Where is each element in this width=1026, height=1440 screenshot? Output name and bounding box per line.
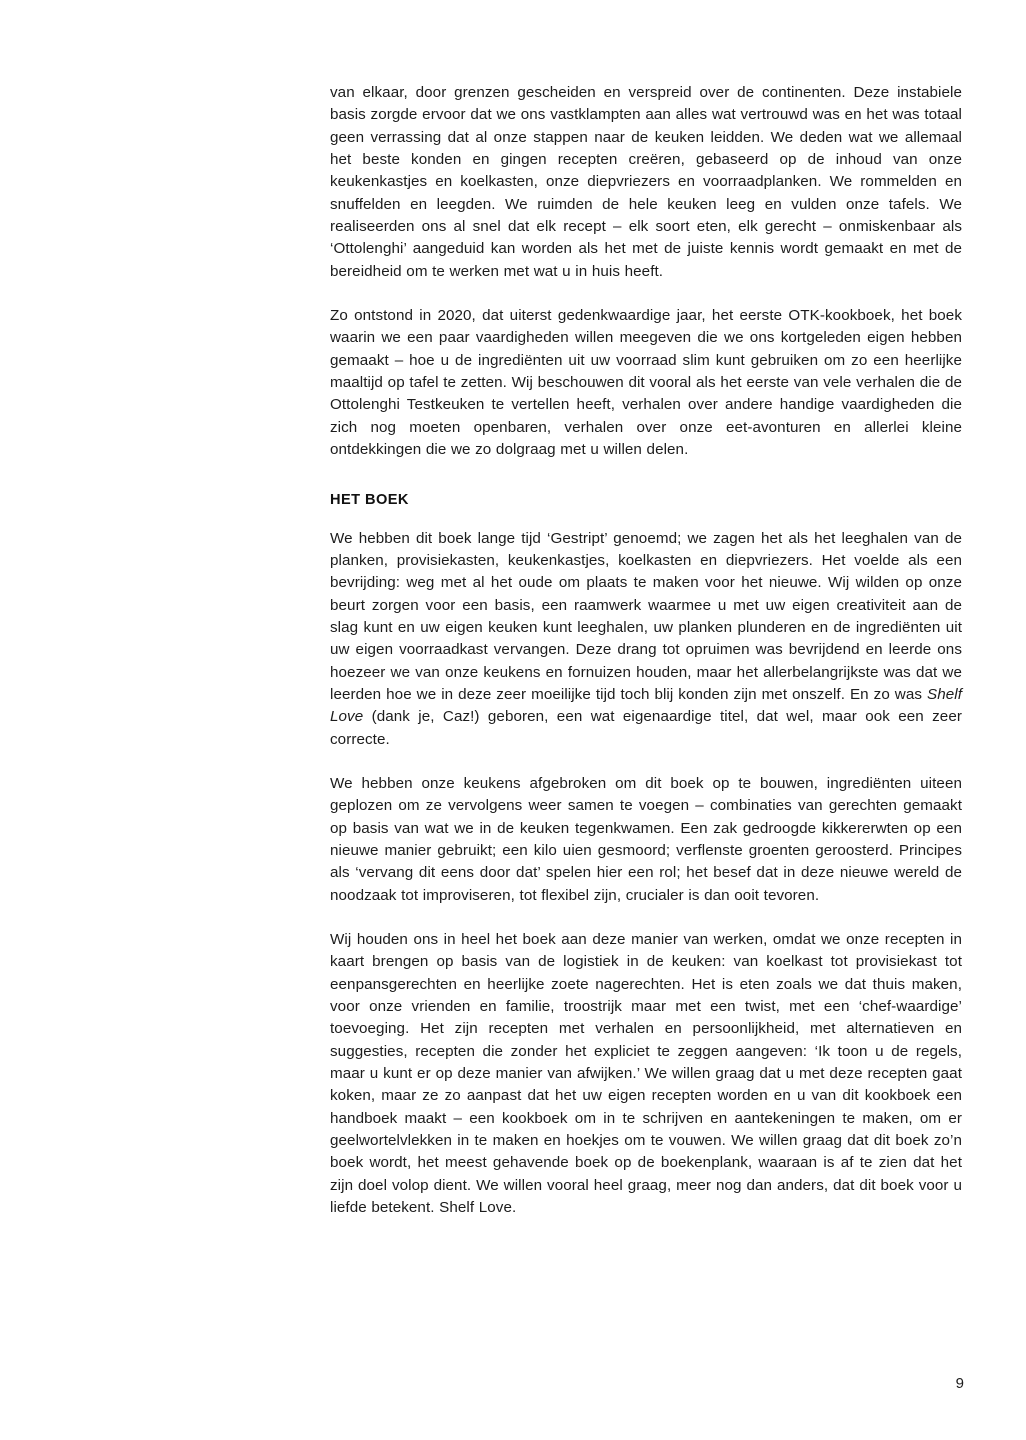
paragraph-keukens-afgebroken: We hebben onze keukens afgebroken om dit boek op te bouwen, ingrediënten uiteen geplozen om ze vervolgens weer samen te voegen – combinaties van gerechten gemaakt op basis van wat we in de keuken tegenkwamen. Een zak gedroogde kikkererwten op een nieuwe manier gebruikt; een kilo uien gesmoord; verflenste groenten geroosterd. Principes als ‘vervang dit eens door dat’ spelen hier een rol; het besef dat in deze nieuwe wereld de noodzaak tot improviseren, tot flexibel zijn, crucialer is dan ooit tevoren. — [330, 774, 962, 904]
page-text-column — [330, 82, 962, 1219]
section-heading-het-boek: HET BOEK — [330, 491, 409, 508]
paragraph-logistiek-keuken: Wij houden ons in heel het boek aan deze manier van werken, omdat we onze recepten in kaart brengen op basis van de logistiek in de keuken: van koelkast tot provisiekast tot eenpansgerechten en heerlijke zoete nagerechten. Het is eten zoals we dat thuis maken, voor onze vrienden en familie, troostrijk maar met een twist, met een ‘chef-waardige’ toevoeging. Het zijn recepten met verhalen en persoonlijkheid, met alternatieven en suggesties, recepten die zonder het expliciet te zeggen aangeven: ‘Ik toon u de regels, maar u kunt er op deze manier van afwijken.’ We willen graag dat u met deze recepten gaat koken, maar ze zo aanpast dat het uw eigen recepten worden en u van dit kookboek een handboek maakt – een kookboek om in te schrijven en aantekeningen te maken, om er geelwortelvlekken in te maken en hoekjes om te vouwen. We willen graag dat dit boek zo’n boek wordt, het meest gehavende boek op de boekenplank, waaraan is af te zien dat het zijn doel volop dient. We willen vooral heel graag, meer nog dan anders, dat dit boek voor u liefde betekent. Shelf Love. — [330, 931, 962, 1217]
paragraph-gestript — [330, 528, 962, 751]
paragraph-gestript-text-after: (dank je, Caz!) geboren, een wat eigenaardige titel, dat wel, maar ook een zeer correcte. — [330, 708, 962, 748]
book-title-shelf-love: Shelf Love — [330, 685, 962, 726]
paragraph-otk-cookbook: Zo ontstond in 2020, dat uiterst gedenkwaardige jaar, het eerste OTK-kookboek, het boek waarin we een paar vaardigheden willen meegeven die we ons kortgeleden eigen hebben gemaakt – hoe u de ingrediënten uit uw voorraad slim kunt gebruiken om zo een heerlijke maaltijd op tafel te zetten. Wij beschouwen dit vooral als het eerste van vele verhalen die de Ottolenghi Testkeuken te vertellen heeft, verhalen over andere handige vaardigheden die zich nog moeten openbaren, verhalen over onze eet-avonturen en allerlei kleine ontdekkingen die we zo dolgraag met u willen delen. — [330, 307, 962, 459]
page-number: 9 — [955, 1375, 964, 1392]
paragraph-gestript-text-before: We hebben dit boek lange tijd ‘Gestript’ genoemd; we zagen het als het leeghalen van de planken, provisiekasten, keukenkastjes, koelkasten en diepvriezers. Het voelde als een bevrijding: weg met al het oude om plaats te maken voor het nieuwe. Wij wilden op onze beurt zorgen voor een basis, een raamwerk waarmee u met uw eigen creativiteit aan de slag kunt en uw eigen keuken kunt leeghalen, uw planken plunderen en de ingrediënten uit uw eigen voorraadkast vervangen. Deze drang tot opruimen was bevrijdend en leerde ons hoezeer we van onze keukens en fornuizen houden, maar het allerbelangrijkste was dat we leerden hoe we in deze zeer moeilijke tijd toch blij konden zijn met onszelf. En zo was — [330, 529, 962, 703]
paragraph-continued: van elkaar, door grenzen gescheiden en verspreid over de continenten. Deze instabiele basis zorgde ervoor dat we ons vastklampten aan alles wat vertrouwd was en het was totaal geen verrassing dat al onze stappen naar de keuken leidden. We deden wat we allemaal het beste konden en gingen recepten creëren, gebaseerd op de inhoud van onze keukenkastjes en koelkasten, onze diepvriezers en voorraadplanken. We rommelden en snuffelden en leegden. We ruimden de hele keuken leeg en vulden onze tafels. We realiseerden ons al snel dat elk recept – elk soort eten, elk gerecht – onmiskenbaar als ‘Ottolenghi’ aangeduid kan worden als het met de juiste kennis wordt gemaakt en met de bereidheid om te werken met wat u in huis heeft. — [330, 84, 962, 280]
